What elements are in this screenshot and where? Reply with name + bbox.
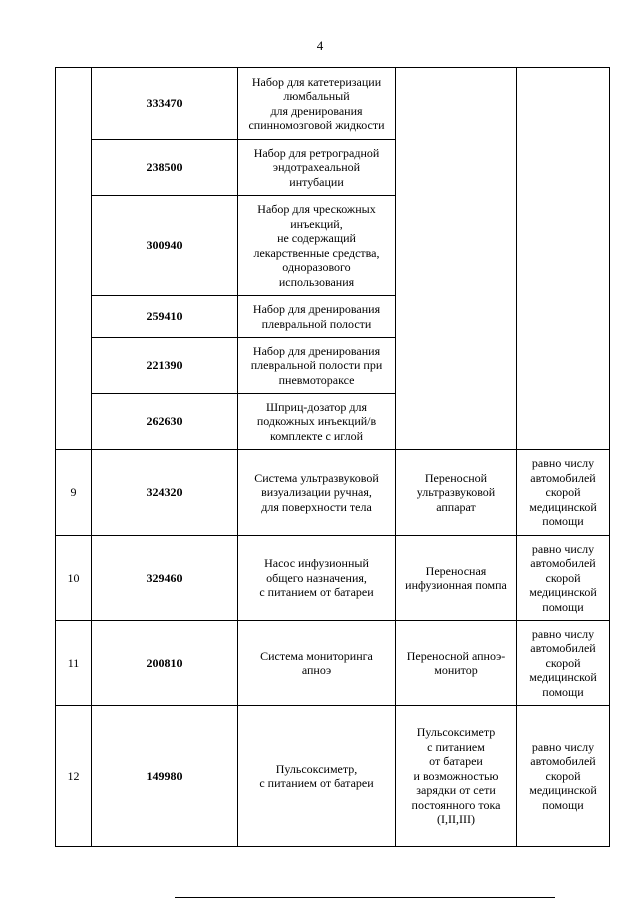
name-cell: Набор для дренирования плевральной полости	[238, 296, 396, 338]
code-cell: 149980	[92, 706, 238, 847]
quantity-cell: равно числу автомобилей скорой медицинской помощи	[517, 621, 610, 706]
name-cell: Набор для ретроградной эндотрахеальной интубации	[238, 140, 396, 196]
code-cell: 300940	[92, 196, 238, 296]
code-cell: 221390	[92, 338, 238, 394]
equipment-cell: Переносной ультразвуковой аппарат	[396, 450, 517, 536]
table-row	[56, 68, 610, 140]
code-cell: 259410	[92, 296, 238, 338]
equipment-cell: Пульсоксиметр с питанием от батареи и возможностью зарядки от сети постоянного тока (I,II,III)	[396, 706, 517, 847]
equipment-cell: Переносная инфузионная помпа	[396, 536, 517, 621]
table-row	[56, 621, 610, 706]
table-row	[56, 536, 610, 621]
code-cell: 238500	[92, 140, 238, 196]
page-bottom-rule	[175, 897, 555, 898]
table-row	[56, 450, 610, 536]
name-cell: Насос инфузионный общего назначения, с питанием от батареи	[238, 536, 396, 621]
quantity-cell: равно числу автомобилей скорой медицинской помощи	[517, 706, 610, 847]
quantity-cell: равно числу автомобилей скорой медицинской помощи	[517, 536, 610, 621]
row-number-cell: 10	[56, 536, 92, 621]
equipment-cell: Переносной апноэ- монитор	[396, 621, 517, 706]
name-cell: Набор для дренирования плевральной полости при пневмотораксе	[238, 338, 396, 394]
name-cell: Система мониторинга апноэ	[238, 621, 396, 706]
page-number: 4	[316, 38, 324, 53]
table-row	[56, 706, 610, 847]
name-cell: Шприц-дозатор для подкожных инъекций/в комплекте с иглой	[238, 394, 396, 450]
code-cell: 262630	[92, 394, 238, 450]
equipment-table	[55, 67, 610, 847]
row-number-cell: 11	[56, 621, 92, 706]
code-cell: 324320	[92, 450, 238, 536]
table-body	[56, 68, 610, 847]
row-number-cell	[56, 68, 92, 450]
name-cell: Пульсоксиметр, с питанием от батареи	[238, 706, 396, 847]
code-cell: 200810	[92, 621, 238, 706]
name-cell: Набор для катетеризации люмбальный для дренирования спинномозговой жидкости	[238, 68, 396, 140]
row-number-cell: 12	[56, 706, 92, 847]
quantity-cell: равно числу автомобилей скорой медицинской помощи	[517, 450, 610, 536]
equipment-cell	[396, 68, 517, 450]
code-cell: 329460	[92, 536, 238, 621]
name-cell: Система ультразвуковой визуализации ручная, для поверхности тела	[238, 450, 396, 536]
code-cell: 333470	[92, 68, 238, 140]
row-number-cell: 9	[56, 450, 92, 536]
name-cell: Набор для чрескожных инъекций, не содержащий лекарственные средства, одноразового использования	[238, 196, 396, 296]
quantity-cell	[517, 68, 610, 450]
